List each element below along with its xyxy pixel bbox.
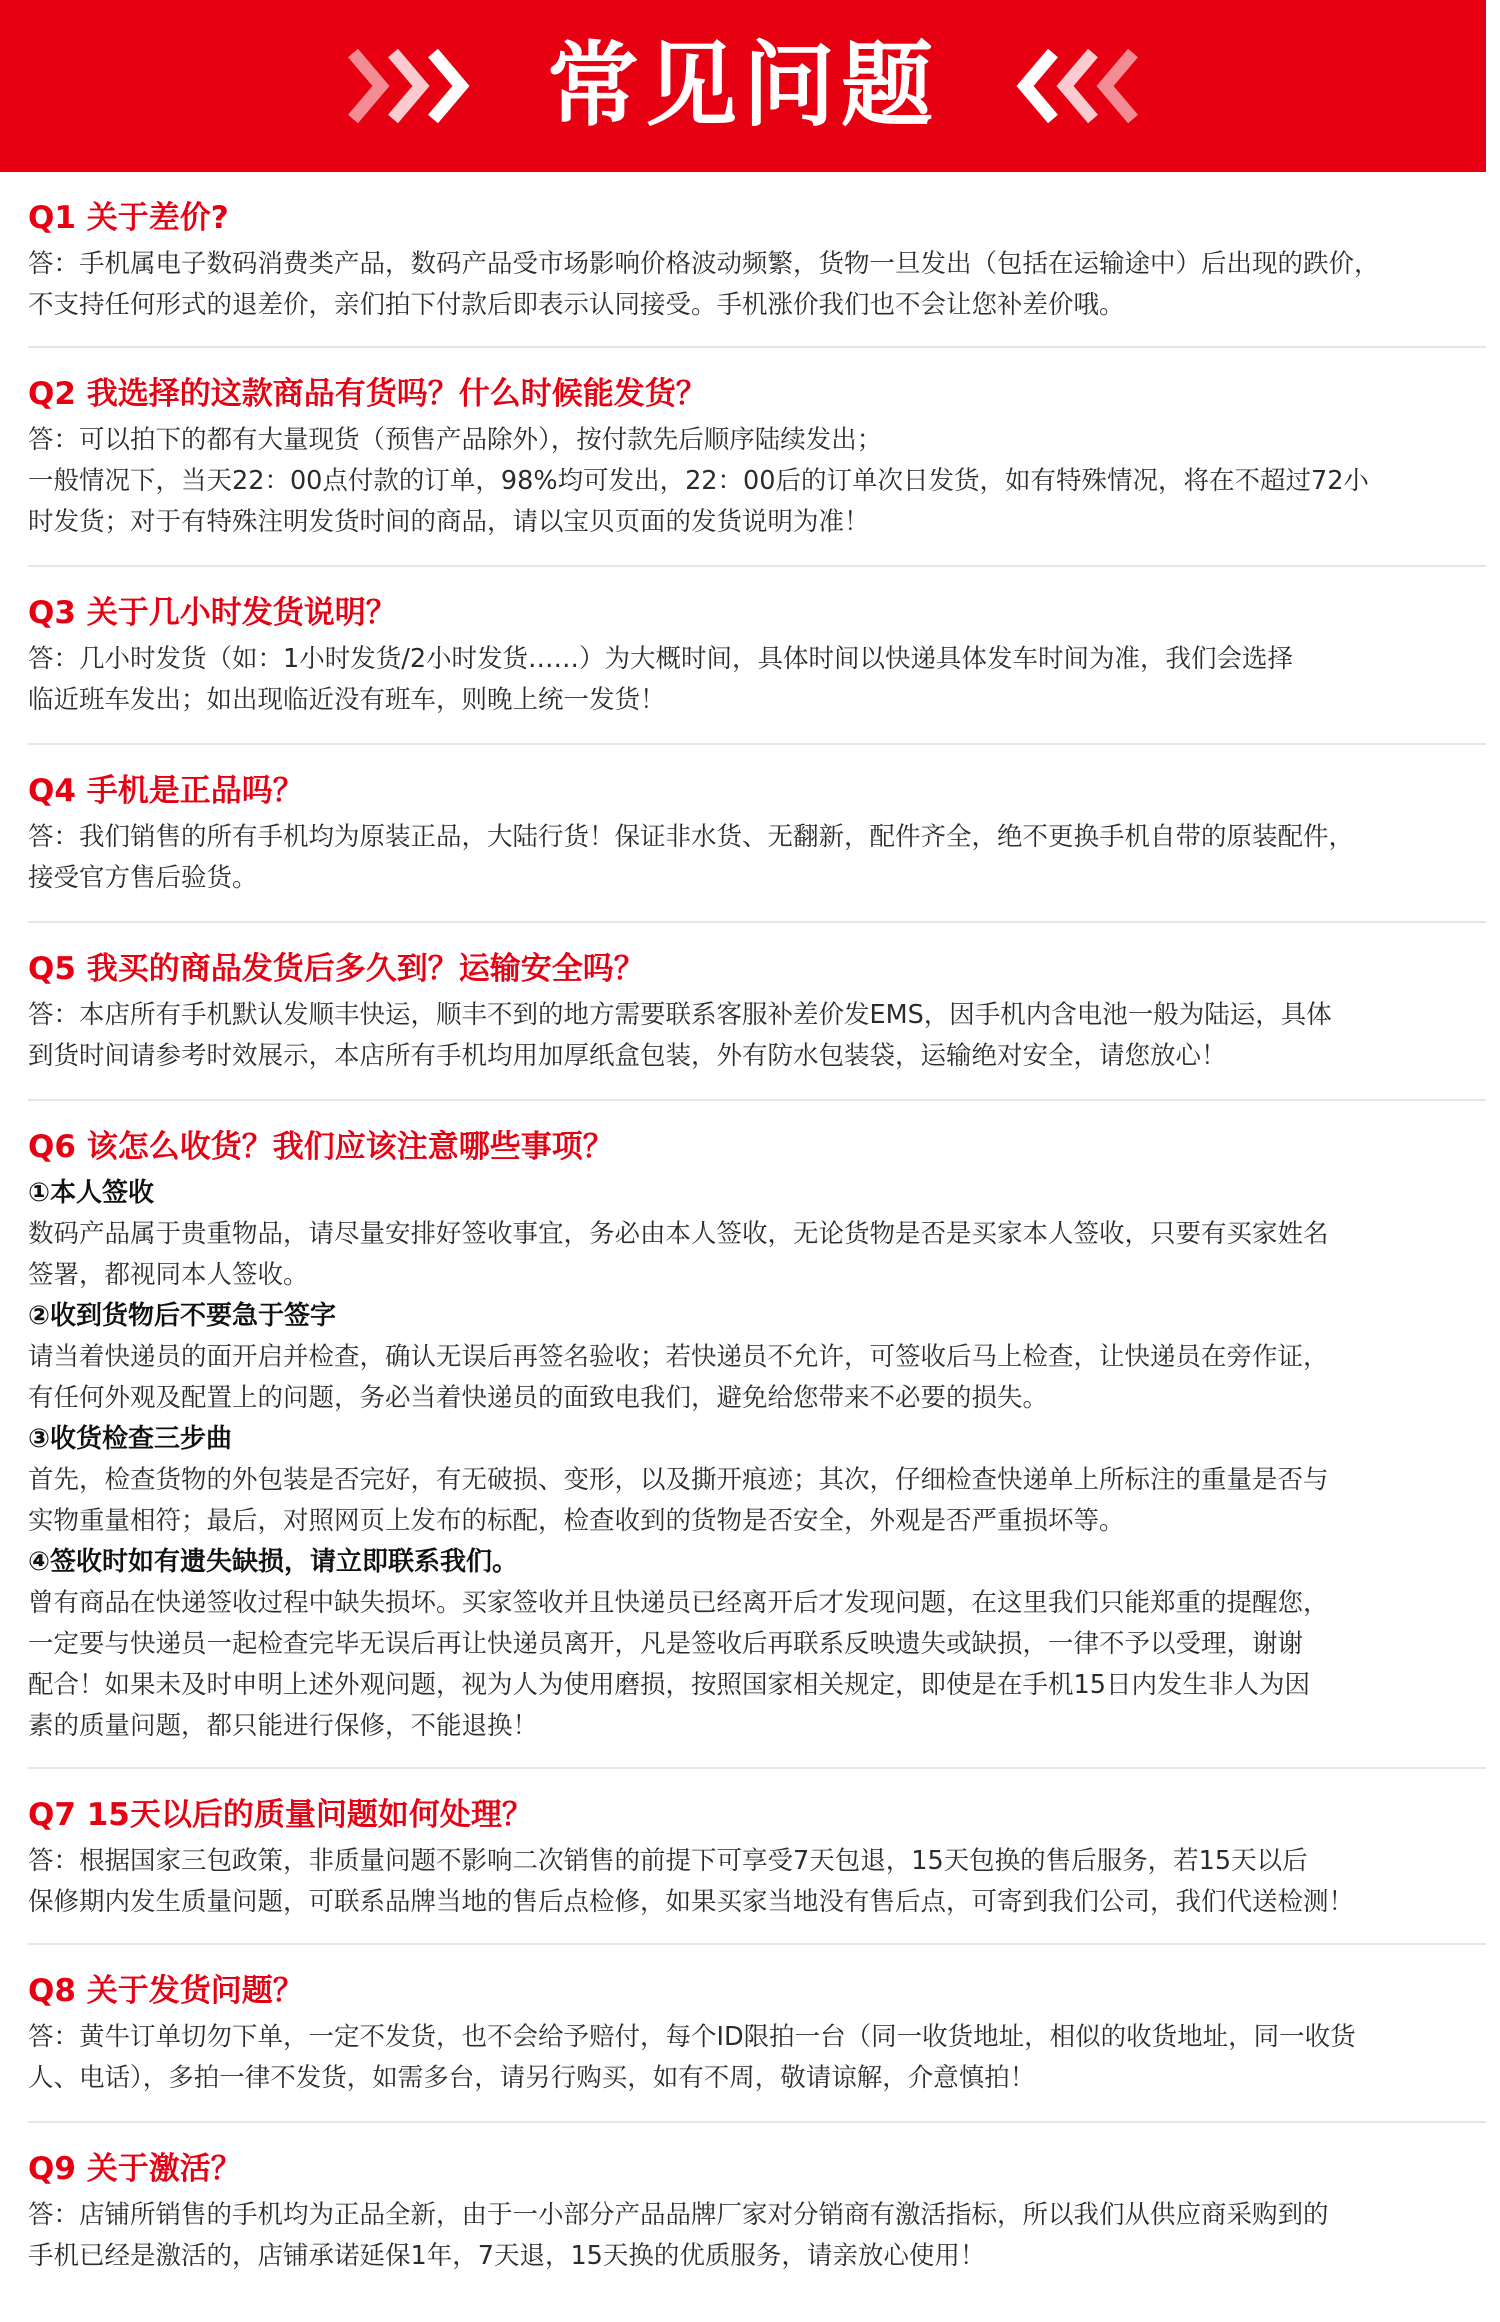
faq-item-q4 (28, 745, 1486, 923)
faq-item-q2 (28, 348, 1486, 567)
question-q6: Q6 该怎么收货？我们应该注意哪些事项？ (28, 1129, 614, 1165)
subsection-line: 一定要与快递员一起检查完毕无误后再让快递员离开，凡是签收后再联系反映遗失或缺损，一律不予以受理，谢谢 (28, 1629, 1304, 1659)
header-banner (0, 0, 1486, 172)
subsection-line: 曾有商品在快递签收过程中缺失损坏。买家签收并且快递员已经离开后才发现问题，在这里我们只能郑重的提醒您， (28, 1588, 1329, 1618)
subsection-heading: ③收货检查三步曲 (28, 1424, 233, 1454)
answer-q4 (28, 817, 1486, 899)
page-title: 常见问题 (546, 32, 939, 139)
subsection-line: 首先，检查货物的外包装是否完好，有无破损、变形，以及撕开痕迹；其次，仔细检查快递单上所标注的重量是否与 (28, 1465, 1329, 1495)
answer-line: 到货时间请参考时效展示，本店所有手机均用加厚纸盒包装，外有防水包装袋，运输绝对安全，请您放心！ (28, 1041, 1227, 1071)
answer-line: 保修期内发生质量问题，可联系品牌当地的售后点检修，如果买家当地没有售后点，可寄到我们公司，我们代送检测！ (28, 1887, 1355, 1917)
subsection-line: 数码产品属于贵重物品，请尽量安排好签收事宜，务必由本人签收，无论货物是否是买家本人签收，只要有买家姓名 (28, 1219, 1329, 1249)
faq-item-q6 (28, 1101, 1486, 1769)
question-q5: Q5 我买的商品发货后多久到？运输安全吗？ (28, 951, 645, 987)
answer-q6 (28, 1173, 1486, 1747)
subsection-heading: ④签收时如有遗失缺损，请立即联系我们。 (28, 1547, 519, 1577)
subsection-line: 签署，都视同本人签收。 (28, 1260, 309, 1290)
subsection-heading: ①本人签收 (28, 1178, 155, 1208)
answer-line: 接受官方售后验货。 (28, 863, 258, 893)
answer-line: 答：可以拍下的都有大量现货（预售产品除外），按付款先后顺序陆续发出； (28, 425, 883, 455)
answer-line: 临近班车发出；如出现临近没有班车，则晚上统一发货！ (28, 685, 666, 715)
faq-item-q7 (28, 1769, 1486, 1945)
chevrons-left-icon (995, 0, 1145, 172)
subsection-heading: ②收到货物后不要急于签字 (28, 1301, 337, 1331)
faq-item-q5 (28, 923, 1486, 1101)
answer-line: 时发货；对于有特殊注明发货时间的商品，请以宝贝页面的发货说明为准！ (28, 507, 870, 537)
answer-q9 (28, 2195, 1486, 2277)
answer-line: 答：几小时发货（如：1小时发货/2小时发货……）为大概时间，具体时间以快递具体发车时间为准，我们会选择 (28, 644, 1294, 674)
answer-q2 (28, 420, 1486, 543)
subsection-line: 请当着快递员的面开启并检查，确认无误后再签名验收；若快递员不允许，可签收后马上检查，让快递员在旁作证， (28, 1342, 1329, 1372)
answer-line: 不支持任何形式的退差价，亲们拍下付款后即表示认同接受。手机涨价我们也不会让您补差价哦。 (28, 290, 1125, 320)
answer-line: 人、电话），多拍一律不发货，如需多台，请另行购买，如有不周，敬请谅解，介意慎拍！ (28, 2063, 1036, 2093)
question-q7: Q7 15天以后的质量问题如何处理？ (28, 1797, 533, 1833)
answer-q5 (28, 995, 1486, 1077)
question-q1: Q1 关于差价? (28, 200, 229, 236)
answer-q3 (28, 639, 1486, 721)
answer-line: 答：本店所有手机默认发顺丰快运，顺丰不到的地方需要联系客服补差价发EMS，因手机内含电池一般为陆运，具体 (28, 1000, 1332, 1030)
question-q2: Q2 我选择的这款商品有货吗？什么时候能发货？ (28, 376, 707, 412)
answer-line: 答：黄牛订单切勿下单，一定不发货，也不会给予赔付，每个ID限拍一台（同一收货地址，相似的收货地址，同一收货 (28, 2022, 1356, 2052)
answer-q7 (28, 1841, 1486, 1923)
answer-q8 (28, 2017, 1486, 2099)
answer-line: 答：手机属电子数码消费类产品，数码产品受市场影响价格波动频繁，货物一旦发出（包括在运输途中）后出现的跌价， (28, 249, 1380, 279)
subsection-line: 有任何外观及配置上的问题，务必当着快递员的面致电我们，避免给您带来不必要的损失。 (28, 1383, 1049, 1413)
faq-item-q3 (28, 567, 1486, 745)
faq-item-q9 (28, 2123, 1486, 2287)
answer-line: 一般情况下，当天22：00点付款的订单，98%均可发出，22：00后的订单次日发货，如有特殊情况，将在不超过72小 (28, 466, 1369, 496)
answer-line: 答：根据国家三包政策，非质量问题不影响二次销售的前提下可享受7天包退，15天包换的售后服务，若15天以后 (28, 1846, 1308, 1876)
answer-line: 手机已经是激活的，店铺承诺延保1年，7天退，15天换的优质服务，请亲放心使用！ (28, 2241, 986, 2271)
question-q3: Q3 关于几小时发货说明？ (28, 595, 397, 631)
question-q8: Q8 关于发货问题？ (28, 1973, 304, 2009)
question-q9: Q9 关于激活？ (28, 2151, 242, 2187)
faq-list (0, 172, 1486, 2287)
subsection-line: 素的质量问题，都只能进行保修，不能退换！ (28, 1711, 539, 1741)
question-q4: Q4 手机是正品吗？ (28, 773, 304, 809)
faq-item-q1 (28, 172, 1486, 348)
chevrons-right-icon (341, 0, 491, 172)
answer-line: 答：店铺所销售的手机均为正品全新，由于一小部分产品品牌厂家对分销商有激活指标，所以我们从供应商采购到的 (28, 2200, 1329, 2230)
subsection-line: 配合！如果未及时申明上述外观问题，视为人为使用磨损，按照国家相关规定，即使是在手机15日内发生非人为因 (28, 1670, 1310, 1700)
answer-q1 (28, 244, 1486, 326)
answer-line: 答：我们销售的所有手机均为原装正品，大陆行货！保证非水货、无翻新，配件齐全，绝不更换手机自带的原装配件， (28, 822, 1355, 852)
faq-item-q8 (28, 1945, 1486, 2123)
subsection-line: 实物重量相符；最后，对照网页上发布的标配，检查收到的货物是否安全，外观是否严重损坏等。 (28, 1506, 1125, 1536)
